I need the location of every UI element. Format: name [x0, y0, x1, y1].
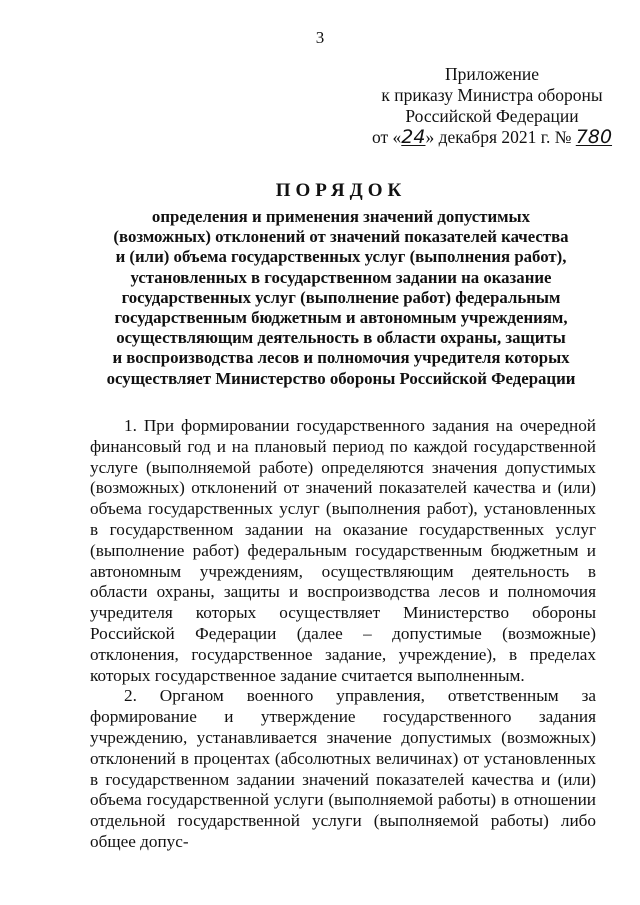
- title-line: государственным бюджетным и автономным учреждениям,: [114, 308, 568, 328]
- title-line: государственных услуг (выполнение работ) федеральным: [121, 287, 561, 307]
- paragraph-1: 1. При формировании государственного задания на очередной финансовый год и на плановый период по каждой государственной услуге (выполняемой работе) определяются значения допустимых (возможных) отклонений от значений показателей качества и (или) объема государственных услуг (выполнения работ), установленных в государственном задании на оказание государственных услуг (выполнение работ) федеральным государственным бюджетным и автономным учреждениям, осуществляющим деятельность в области охраны, защиты и воспроизводства лесов и полномочия учредителя которых осуществляет Министерство обороны Российской Федерации (далее – допустимые (возможные) отклонения, государственное задание, учреждение), в пределах которых государственное задание считается выполненным.: [90, 416, 596, 685]
- document-title: [0, 180, 640, 389]
- title-line: и воспроизводства лесов и полномочия учредителя которых: [112, 348, 570, 368]
- body-text: [90, 416, 596, 853]
- page-number: 3: [315, 28, 325, 47]
- date-prefix: от «: [372, 127, 402, 147]
- title-subtitle: [0, 207, 640, 389]
- appendix-order-ref: к приказу Министра обороны: [381, 85, 603, 105]
- title-line: осуществляет Министерство обороны Российской Федерации: [106, 368, 576, 388]
- paragraph-2: 2. Органом военного управления, ответственным за формирование и утверждение государственного задания учреждению, устанавливается значение допустимых (возможных) отклонений в процентах (абсолютных величинах) от установленных в государственном задании значений показателей качества и (или) объема государственной услуги (выполняемой работы) в отношении отдельной государственной услуги (выполняемой работы) либо общее допус-: [90, 686, 596, 851]
- title-line: определения и применения значений допустимых: [151, 207, 531, 226]
- handwritten-day: 24: [401, 126, 426, 148]
- title-line: (возможных) отклонений от значений показателей качества: [113, 227, 569, 247]
- date-middle: » декабря 2021 г. №: [425, 127, 572, 147]
- appendix-country: Российской Федерации: [405, 106, 579, 126]
- handwritten-order-number: 780: [575, 126, 613, 148]
- appendix-date-line: [372, 127, 612, 148]
- title-line: установленных в государственном задании на оказание: [130, 267, 552, 287]
- appendix-block: [372, 64, 612, 148]
- appendix-title: Приложение: [445, 64, 539, 84]
- title-line: и (или) объема государственных услуг (выполнения работ),: [115, 247, 567, 267]
- title-line: осуществляющим деятельность в области охраны, защиты: [116, 328, 566, 348]
- title-word: ПОРЯДОК: [275, 180, 407, 201]
